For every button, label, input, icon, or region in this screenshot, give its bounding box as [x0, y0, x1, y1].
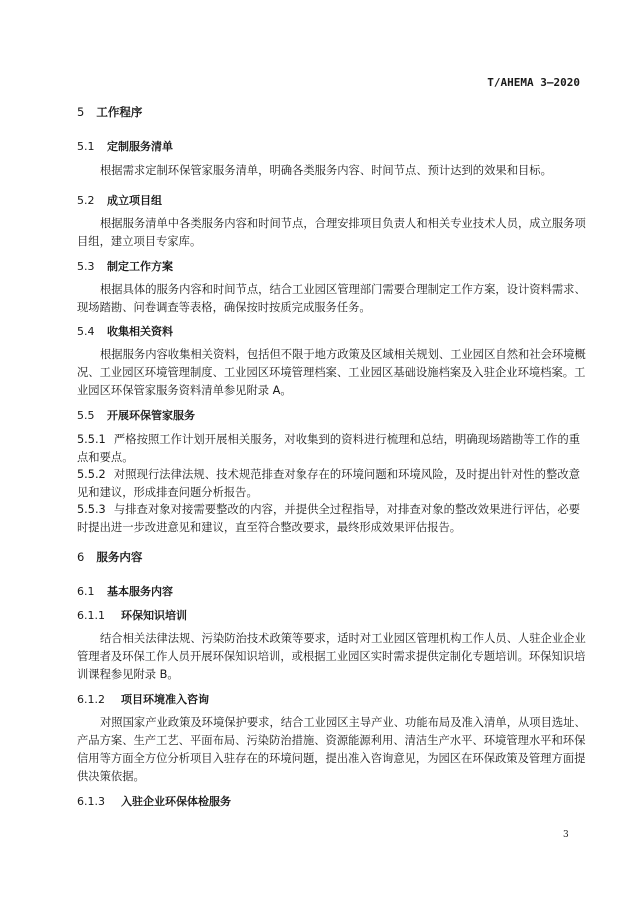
paragraph	[77, 162, 580, 180]
heading-number: 6.1.3	[77, 795, 105, 808]
line-text: 根据具体的服务内容和时间节点，结合工业园区管理部门需要合理制定工作方案，设计资料需求、	[100, 283, 586, 296]
subsection-heading	[77, 691, 580, 707]
text-line	[77, 215, 586, 233]
line-text: 现场踏勘、问卷调查等表格，确保按时按质完成服务任务。	[77, 301, 371, 314]
heading-number: 6.1.1	[77, 609, 105, 622]
clause-number: 5.5.2	[77, 468, 106, 481]
text-line	[77, 750, 586, 768]
heading-title: 定制服务清单	[107, 140, 173, 153]
heading-number: 6.1.2	[77, 693, 105, 706]
text-line	[77, 732, 586, 750]
section-heading	[77, 258, 580, 274]
section-heading	[77, 583, 580, 599]
subsection-heading	[77, 607, 580, 623]
paragraph	[77, 714, 586, 786]
chapter-heading	[77, 104, 580, 120]
text-line	[77, 299, 580, 317]
heading-title: 开展环保管家服务	[107, 409, 195, 422]
text-line	[77, 281, 586, 299]
heading-title: 制定工作方案	[107, 260, 173, 273]
chapter-heading	[77, 549, 580, 565]
text-line	[77, 501, 580, 519]
section-heading	[77, 407, 580, 423]
heading-number: 5.1	[77, 140, 95, 153]
text-line	[77, 648, 586, 666]
numbered-clause	[77, 466, 580, 502]
clause-number: 5.5.3	[77, 503, 106, 516]
heading-title: 环保知识培训	[121, 609, 187, 622]
text-line	[77, 382, 580, 400]
line-text: 结合相关法律法规、污染防治技术政策等要求，适时对工业园区管理机构工作人员、人驻企业企业	[100, 632, 586, 645]
paragraph	[77, 215, 586, 251]
heading-number: 5.2	[77, 194, 95, 207]
text-line	[77, 666, 580, 684]
standard-number: T/AHEMA 3—2020	[487, 76, 580, 89]
text-line	[77, 768, 580, 786]
line-text: 时提出进一步改进意见和建议，直至符合整改要求，最终形成效果评估报告。	[77, 521, 462, 534]
section-heading	[77, 323, 580, 339]
heading-title: 项目环境准入咨询	[121, 693, 209, 706]
line-text: 对照现行法律法规、技术规范排查对象存在的环境问题和环境风险，及时提出针对性的整改意	[113, 468, 580, 481]
line-text: 供决策依据。	[77, 770, 145, 783]
heading-number: 5	[77, 105, 85, 119]
text-line	[77, 431, 580, 449]
heading-title: 基本服务内容	[107, 585, 173, 598]
heading-number: 6.1	[77, 585, 95, 598]
line-text: 管理者及环保工作人员开展环保知识培训，或根据工业园区实时需求提供定制化专题培训。环保知识培	[77, 650, 586, 663]
text-line	[77, 162, 580, 180]
line-text: 目组，建立项目专家库。	[77, 235, 202, 248]
line-text: 业园区环保管家服务资料清单参见附录 A。	[77, 384, 292, 397]
heading-number: 5.4	[77, 325, 95, 338]
line-text: 根据服务内容收集相关资料，包括但不限于地方政策及区域相关规划、工业园区自然和社会环境概	[100, 348, 586, 361]
line-text: 根据需求定制环保管家服务清单，明确各类服务内容、时间节点、预计达到的效果和目标。	[100, 164, 552, 177]
heading-title: 收集相关资料	[107, 325, 173, 338]
text-line	[77, 449, 580, 467]
line-text: 见和建议，形成排查问题分析报告。	[77, 486, 258, 499]
text-line	[77, 484, 580, 502]
page-number: 3	[563, 830, 569, 840]
line-text: 训课程参见附录 B。	[77, 668, 179, 681]
numbered-clause	[77, 431, 580, 467]
clause-number: 5.5.1	[77, 433, 106, 446]
text-line	[77, 466, 580, 484]
heading-title: 工作程序	[96, 105, 143, 119]
paragraph	[77, 281, 586, 317]
line-text: 产品方案、生产工艺、平面布局、污染防治措施、资源能源利用、清洁生产水平、环境管理水平和环保	[77, 734, 586, 747]
text-line	[77, 364, 586, 382]
heading-title: 服务内容	[96, 550, 143, 564]
heading-number: 5.5	[77, 409, 95, 422]
heading-number: 5.3	[77, 260, 95, 273]
line-text: 对照国家产业政策及环境保护要求，结合工业园区主导产业、功能布局及准入清单，从项目选址、	[100, 716, 586, 729]
text-line	[77, 519, 580, 537]
section-heading	[77, 138, 580, 154]
line-text: 与排查对象对接需要整改的内容，并提供全过程指导，对排查对象的整改效果进行评估，必要	[113, 503, 580, 516]
line-text: 根据服务清单中各类服务内容和时间节点，合理安排项目负责人和相关专业技术人员，成立服务项	[100, 217, 586, 230]
numbered-clause	[77, 501, 580, 537]
heading-number: 6	[77, 550, 85, 564]
text-line	[77, 714, 586, 732]
line-text: 况、工业园区环境管理制度、工业园区环境管理档案、工业园区基础设施档案及入驻企业环境档案。工	[77, 366, 586, 379]
line-text: 信用等方面全方位分析项目入驻存在的环境问题，提出准入咨询意见，为园区在环保政策及管理方面提	[77, 752, 586, 765]
paragraph	[77, 346, 586, 400]
text-line	[77, 346, 586, 364]
line-text: 点和要点。	[77, 451, 134, 464]
line-text: 严格按照工作计划开展相关服务，对收集到的资料进行梳理和总结，明确现场踏勘等工作的重	[113, 433, 580, 446]
heading-title: 成立项目组	[107, 194, 162, 207]
heading-title: 入驻企业环保体检服务	[121, 795, 231, 808]
text-line	[77, 630, 586, 648]
section-heading	[77, 192, 580, 208]
subsection-heading	[77, 793, 580, 809]
paragraph	[77, 630, 586, 684]
text-line	[77, 233, 580, 251]
